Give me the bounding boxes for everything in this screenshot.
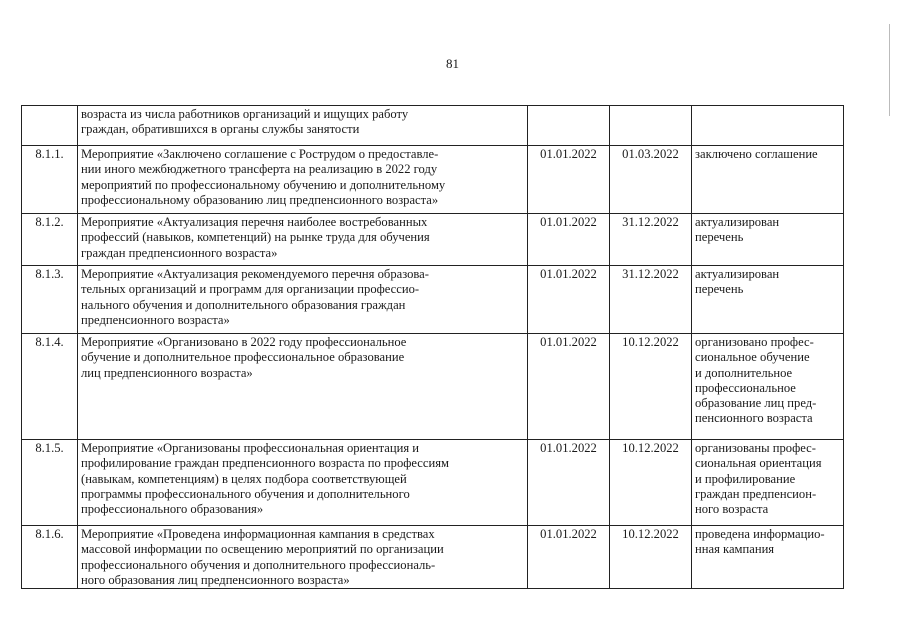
end-date: 10.12.2022: [610, 440, 692, 526]
result-line: организовано профес-: [695, 335, 814, 349]
expected-result: [692, 334, 844, 440]
description-line: тельных организаций и программ для организации профессио-: [81, 282, 420, 297]
item-number: 8.1.2.: [22, 214, 78, 266]
start-date: 01.01.2022: [528, 334, 610, 440]
start-date: 01.01.2022: [528, 266, 610, 334]
description-line: возраста из числа работников организаций и ищущих работу: [81, 107, 409, 121]
expected-result: [692, 440, 844, 526]
result-line: и дополнительное: [695, 365, 793, 380]
result-line: пенсионного возраста: [695, 411, 813, 426]
activity-description: [78, 266, 528, 334]
item-number: 8.1.6.: [22, 526, 78, 589]
end-date: [610, 106, 692, 146]
expected-result: [692, 106, 844, 146]
description-line: граждан, обратившихся в органы службы занятости: [81, 122, 360, 137]
result-line: сиональное обучение: [695, 350, 810, 365]
description-line: Мероприятие «Проведена информационная кампания в средствах: [81, 527, 435, 541]
description-line: массовой информации по освещению мероприятий по организации: [81, 542, 444, 557]
expected-result: [692, 214, 844, 266]
result-line: актуализирован: [695, 267, 780, 281]
description-line: профессионального обучения и дополнительного профессиональ-: [81, 557, 436, 572]
description-line: Мероприятие «Организовано в 2022 году профессиональное: [81, 335, 407, 349]
description-line: Мероприятие «Актуализация перечня наиболее востребованных: [81, 215, 428, 229]
start-date: 01.01.2022: [528, 214, 610, 266]
description-line: ного образования лиц предпенсионного возраста»: [81, 572, 350, 587]
result-line: перечень: [695, 282, 744, 297]
table-body: [22, 106, 844, 589]
expected-result: [692, 266, 844, 334]
description-line: (навыкам, компетенциям) в целях подбора соответствующей: [81, 471, 407, 486]
item-number: 8.1.1.: [22, 146, 78, 214]
description-line: лиц предпенсионного возраста»: [81, 365, 253, 380]
result-line: организованы профес-: [695, 441, 816, 455]
description-line: граждан предпенсионного возраста»: [81, 245, 278, 260]
page-number: 81: [446, 56, 459, 71]
start-date: 01.01.2022: [528, 440, 610, 526]
activity-description: [78, 440, 528, 526]
result-line: сиональная ориентация: [695, 456, 822, 471]
end-date: 10.12.2022: [610, 334, 692, 440]
description-line: профилирование граждан предпенсионного возраста по профессиям: [81, 456, 449, 471]
description-line: мероприятий по профессиональному обучению и дополнительному: [81, 177, 446, 192]
result-line: заключено соглашение: [695, 147, 818, 161]
description-line: предпенсионного возраста»: [81, 312, 230, 327]
activities-table: [21, 105, 844, 589]
activity-description: [78, 146, 528, 214]
result-line: перечень: [695, 230, 744, 245]
table-row: [22, 146, 844, 214]
end-date: 31.12.2022: [610, 214, 692, 266]
start-date: 01.01.2022: [528, 146, 610, 214]
result-line: актуализирован: [695, 215, 780, 229]
activity-description: [78, 106, 528, 146]
description-line: программы профессионального обучения и дополнительного: [81, 486, 410, 501]
expected-result: [692, 526, 844, 589]
table-row: [22, 106, 844, 146]
item-number: 8.1.5.: [22, 440, 78, 526]
table-row: [22, 334, 844, 440]
activity-description: [78, 334, 528, 440]
result-line: проведена информацио-: [695, 527, 825, 541]
result-line: ного возраста: [695, 502, 769, 517]
description-line: Мероприятие «Заключено соглашение с Рострудом о предоставле-: [81, 147, 439, 161]
description-line: нии иного межбюджетного трансферта на реализацию в 2022 году: [81, 162, 438, 177]
result-line: образование лиц пред-: [695, 396, 817, 411]
item-number: [22, 106, 78, 146]
description-line: обучение и дополнительное профессиональное образование: [81, 350, 405, 365]
description-line: профессий (навыков, компетенций) на рынке труда для обучения: [81, 230, 430, 245]
item-number: 8.1.3.: [22, 266, 78, 334]
end-date: 01.03.2022: [610, 146, 692, 214]
description-line: Мероприятие «Актуализация рекомендуемого перечня образова-: [81, 267, 429, 281]
description-line: профессионального образования»: [81, 502, 264, 517]
description-line: профессиональному образованию лиц предпенсионного возраста»: [81, 192, 439, 207]
description-line: Мероприятие «Организованы профессиональная ориентация и: [81, 441, 420, 455]
result-line: профессиональное: [695, 380, 796, 395]
end-date: 10.12.2022: [610, 526, 692, 589]
table-row: [22, 526, 844, 589]
end-date: 31.12.2022: [610, 266, 692, 334]
table-row: [22, 214, 844, 266]
item-number: 8.1.4.: [22, 334, 78, 440]
activity-description: [78, 526, 528, 589]
activity-description: [78, 214, 528, 266]
margin-rule: [889, 24, 890, 116]
result-line: и профилирование: [695, 471, 796, 486]
table-row: [22, 266, 844, 334]
expected-result: [692, 146, 844, 214]
table-row: [22, 440, 844, 526]
description-line: нального обучения и дополнительного образования граждан: [81, 297, 406, 312]
start-date: 01.01.2022: [528, 526, 610, 589]
result-line: граждан предпенсион-: [695, 486, 817, 501]
start-date: [528, 106, 610, 146]
result-line: нная кампания: [695, 542, 775, 557]
